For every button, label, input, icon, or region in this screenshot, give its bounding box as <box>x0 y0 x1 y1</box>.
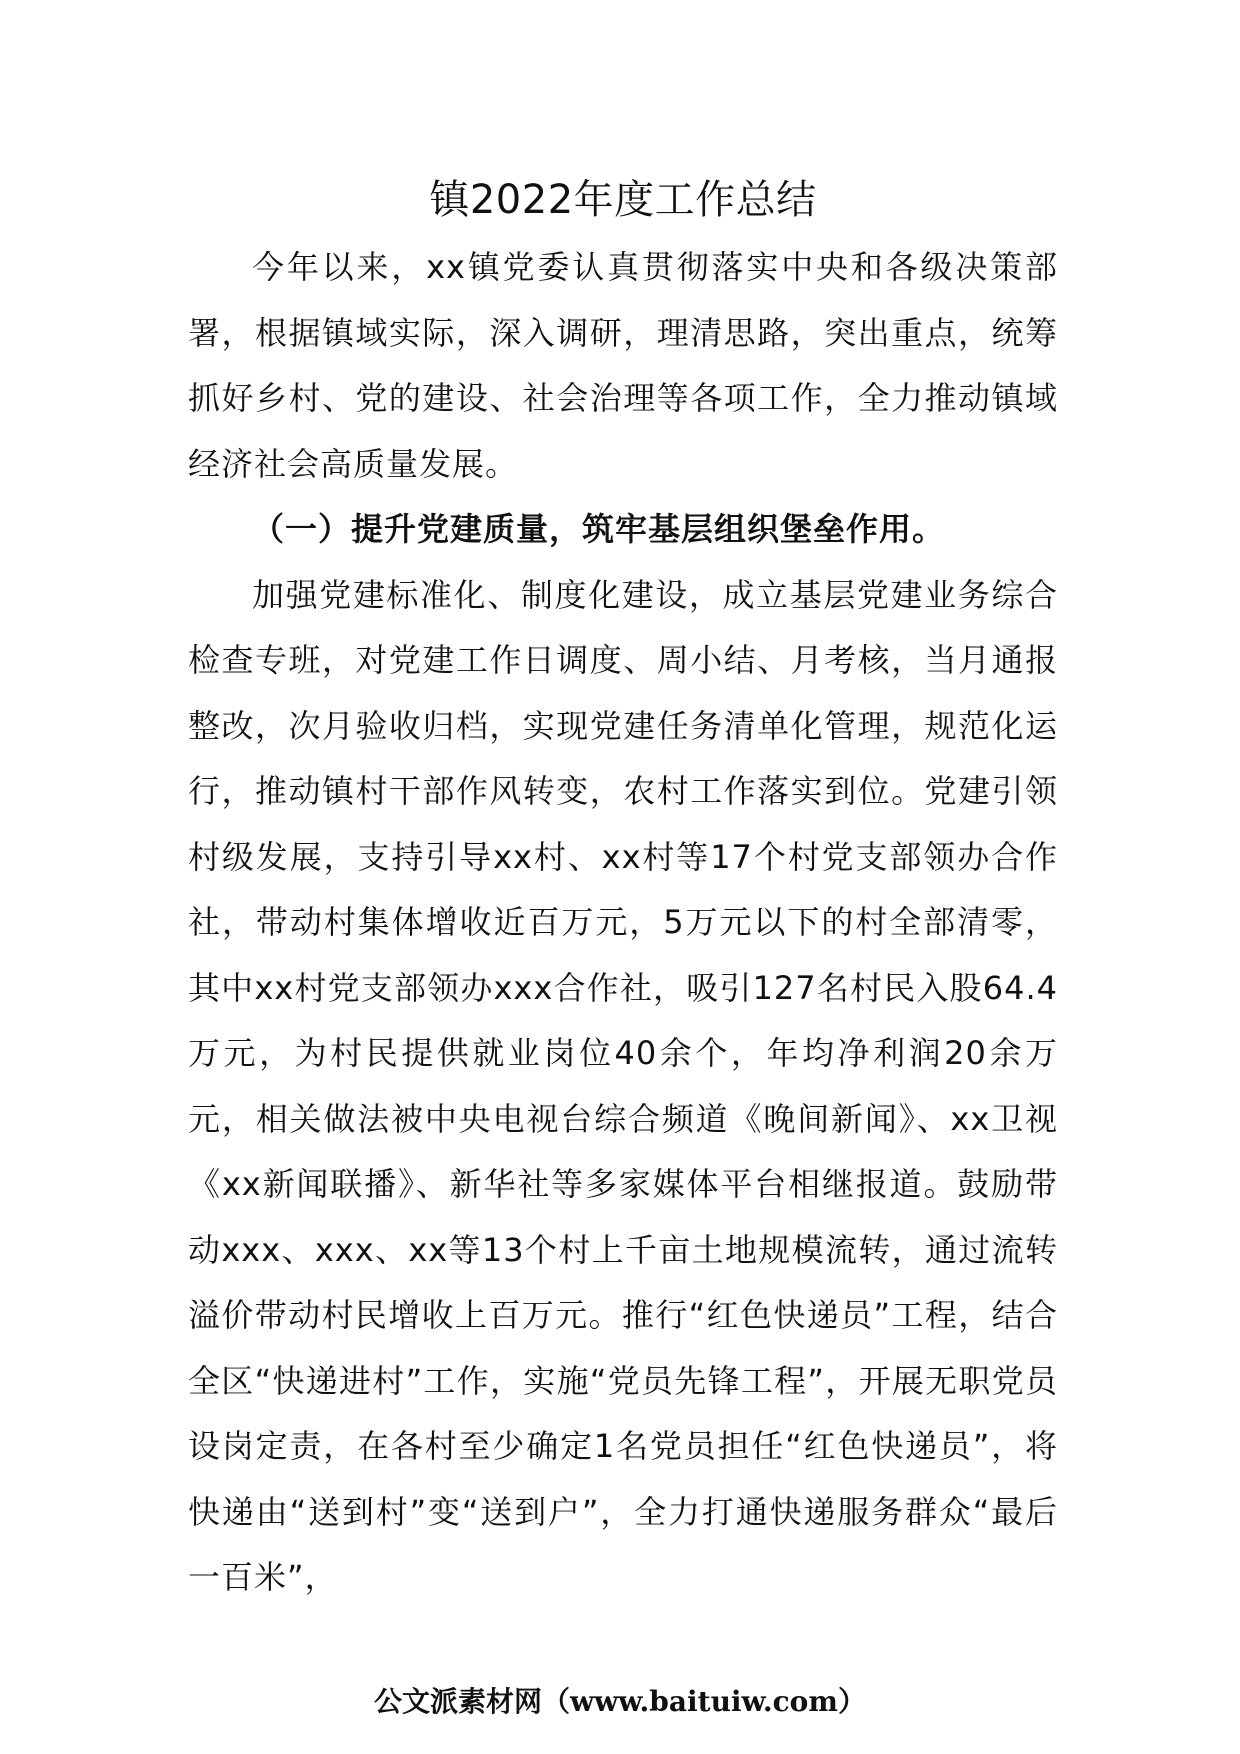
section-1-paragraph: 加强党建标准化、制度化建设，成立基层党建业务综合检查专班，对党建工作日调度、周小结、月考核，当月通报整改，次月验收归档，实现党建任务清单化管理，规范化运行，推动镇村干部作风转变，农村工作落实到位。党建引领村级发展，支持引导xx村、xx村等17个村党支部领办合作社，带动村集体增收近百万元，5万元以下的村全部清零，其中xx村党支部领办xxx合作社，吸引127名村民入股64.4万元，为村民提供就业岗位40余个，年均净利润20余万元，相关做法被中央电视台综合频道《晚间新闻》、xx卫视《xx新闻联播》、新华社等多家媒体平台相继报道。鼓励带动xxx、xxx、xx等13个村上千亩土地规模流转，通过流转溢价带动村民增收上百万元。推行“红色快递员”工程，结合全区“快递进村”工作，实施“党员先锋工程”，开展无职党员设岗定责，在各村至少确定1名党员担任“红色快递员”，将快递由“送到村”变“送到户”，全力打通快递服务群众“最后一百米”， <box>188 575 1058 1596</box>
section-1-heading: （一）提升党建质量，筑牢基层组织堡垒作用。 <box>252 510 946 548</box>
document-body <box>188 165 1058 1611</box>
intro-paragraph: 今年以来，xx镇党委认真贯彻落实中央和各级决策部署，根据镇域实际，深入调研，理清思路，突出重点，统筹抓好乡村、党的建设、社会治理等各项工作，全力推动镇域经济社会高质量发展。 <box>188 248 1058 483</box>
document-title: 镇2022年度工作总结 <box>429 177 817 223</box>
footer-watermark: 公文派素材网（www.baituiw.com） <box>374 1685 866 1718</box>
